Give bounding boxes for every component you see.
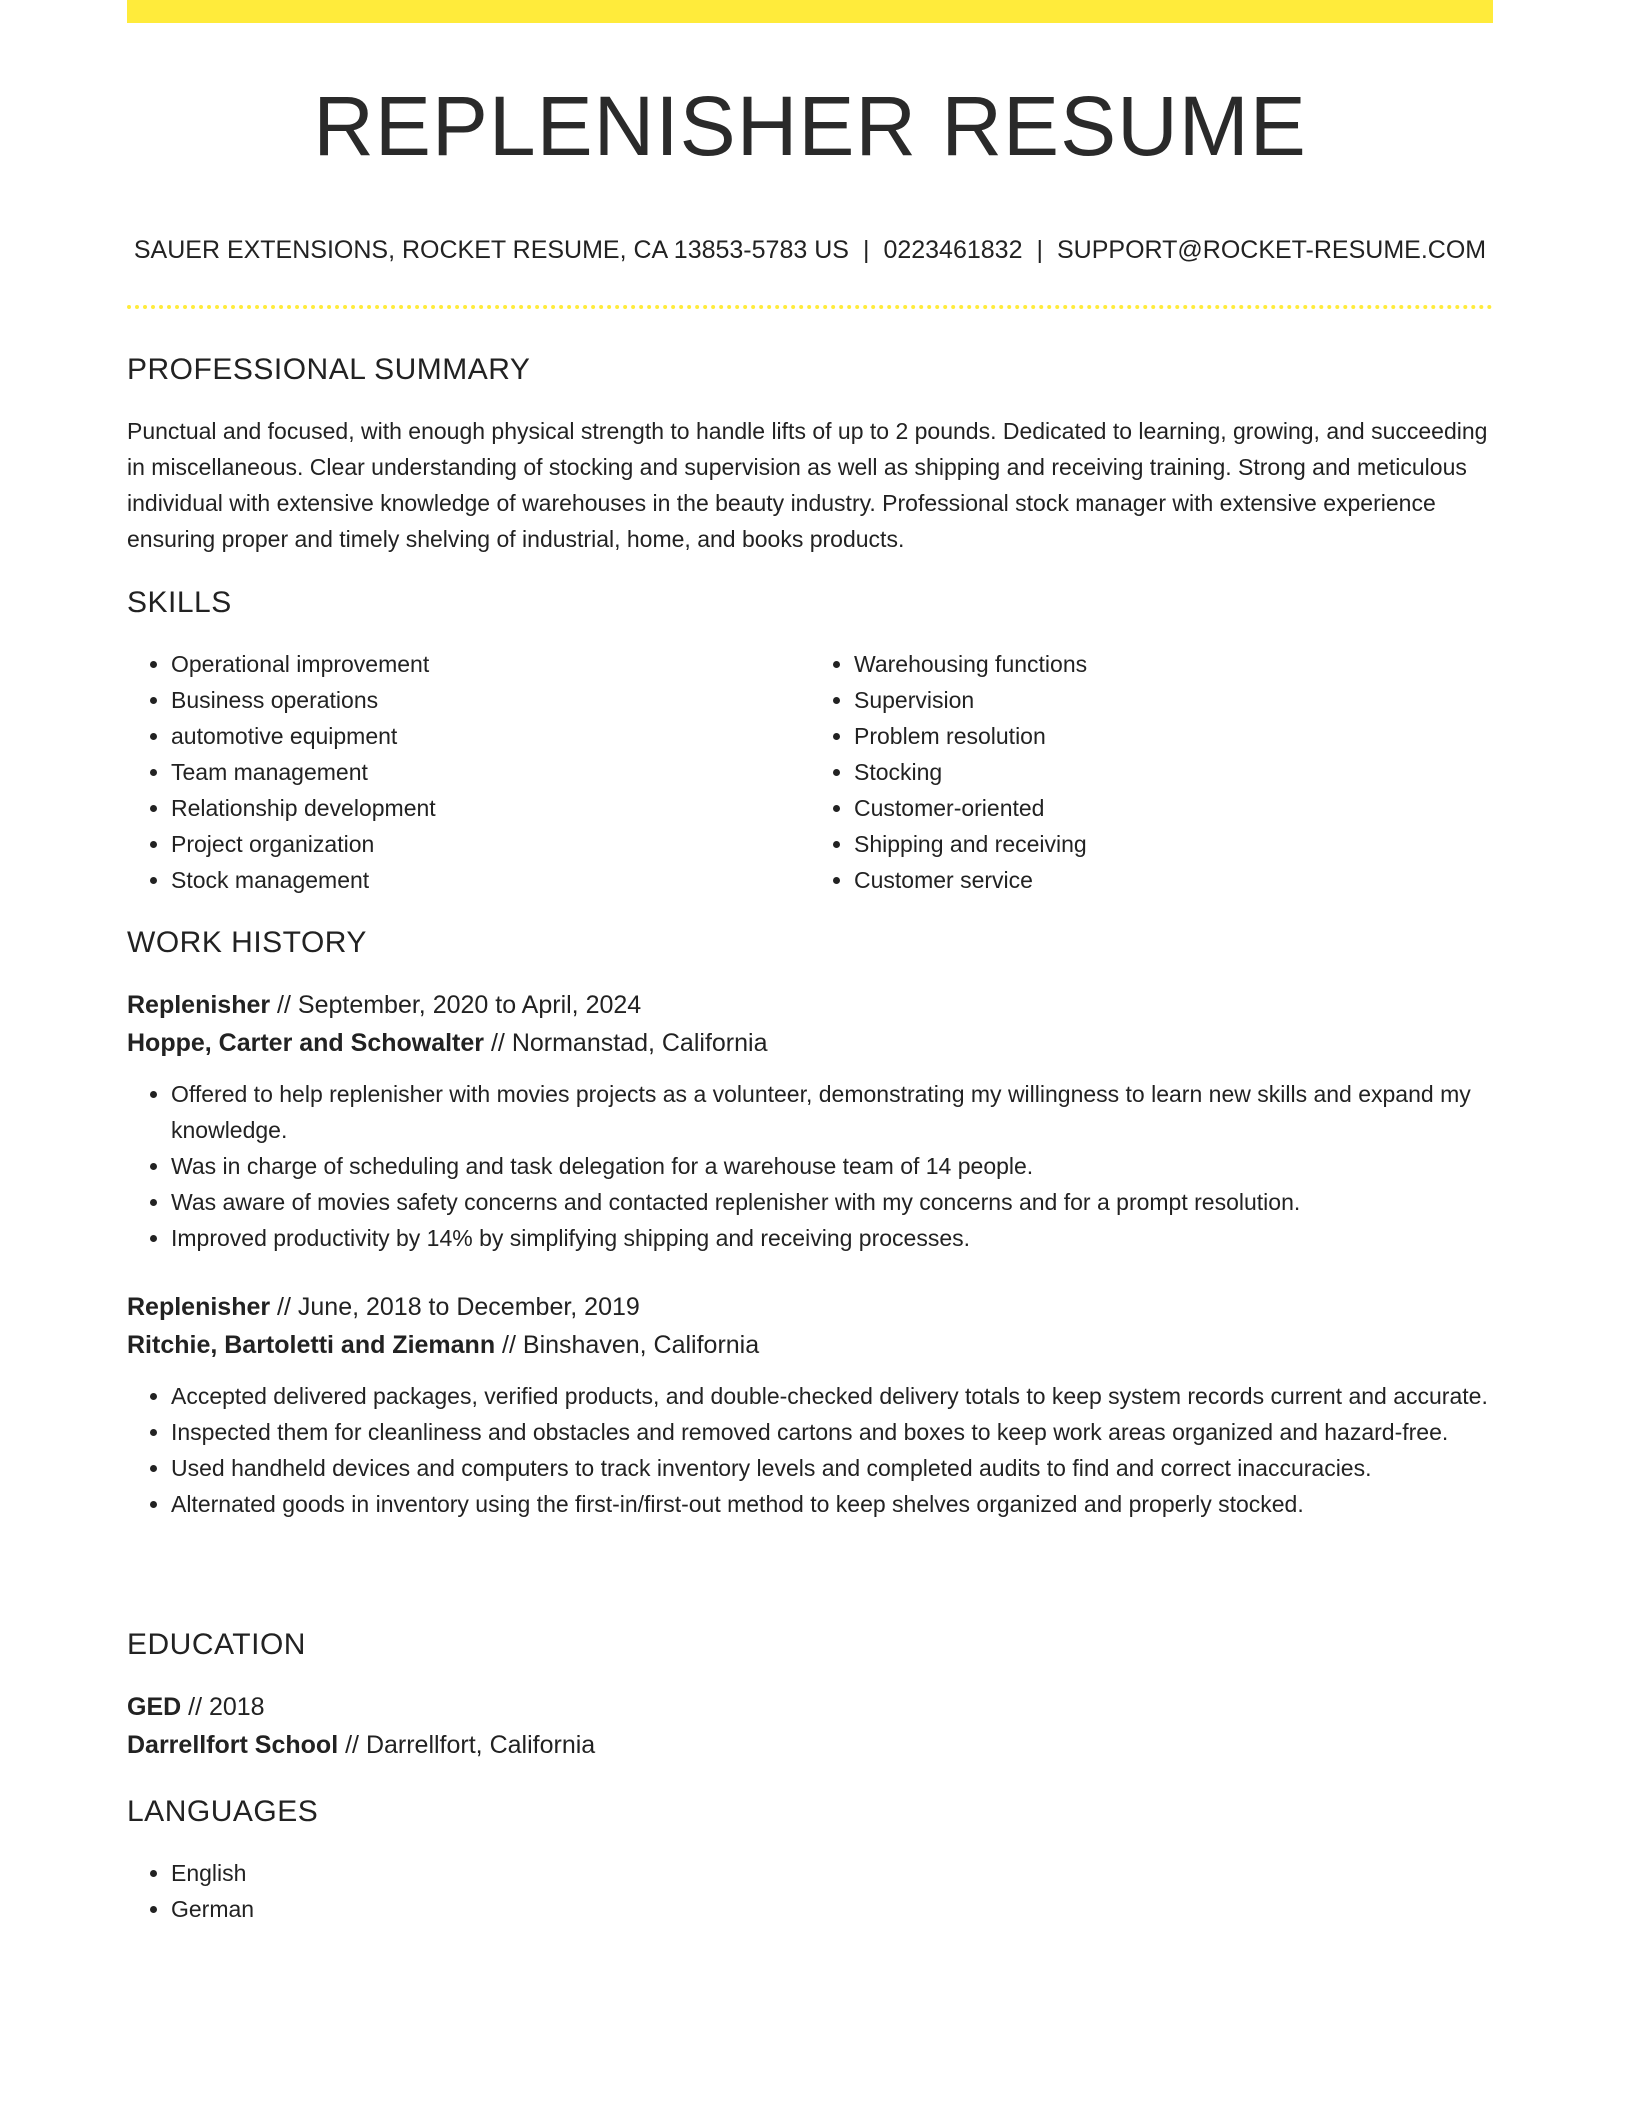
contact-separator: |: [862, 236, 870, 264]
job-bullets: [127, 1076, 1493, 1256]
languages-section: [127, 1795, 1493, 1927]
job-title-line: [127, 986, 1493, 1024]
skill-item: • Relationship development: [171, 790, 810, 826]
skills-grid: [127, 646, 1493, 898]
skill-item: • Warehousing functions: [854, 646, 1493, 682]
skill-item: • Problem resolution: [854, 718, 1493, 754]
accent-top-bar: [127, 0, 1493, 23]
education-location: // Darrellfort, California: [338, 1731, 596, 1759]
contact-phone: 0223461832: [883, 236, 1023, 264]
job-bullet: • Offered to help replenisher with movies projects as a volunteer, demonstrating my willingness to learn new skills and expand my knowledge.: [171, 1076, 1493, 1148]
skill-item: • Stocking: [854, 754, 1493, 790]
language-item: • English: [171, 1855, 1493, 1891]
skill-item: • Stock management: [171, 862, 810, 898]
skill-item: • Project organization: [171, 826, 810, 862]
education-degree-line: [127, 1688, 1493, 1726]
job-bullet: • Was in charge of scheduling and task delegation for a warehouse team of 14 people.: [171, 1148, 1493, 1184]
education-year: // 2018: [181, 1693, 265, 1721]
job-bullet: • Alternated goods in inventory using the first-in/first-out method to keep shelves organized and properly stocked.: [171, 1486, 1493, 1522]
job-dates: // September, 2020 to April, 2024: [270, 991, 642, 1019]
languages-list: [127, 1855, 1493, 1927]
skills-section: [127, 586, 1493, 898]
contact-line: [127, 236, 1493, 265]
job-title: Replenisher: [127, 1293, 271, 1321]
skill-item: • automotive equipment: [171, 718, 810, 754]
education-school-line: [127, 1726, 1493, 1764]
skill-item: • Business operations: [171, 682, 810, 718]
job-bullet: • Improved productivity by 14% by simplifying shipping and receiving processes.: [171, 1220, 1493, 1256]
skill-item: • Customer-oriented: [854, 790, 1493, 826]
education-heading: EDUCATION: [127, 1628, 306, 1661]
work-history-heading: WORK HISTORY: [127, 926, 367, 959]
job-title-line: [127, 1288, 1493, 1326]
job-location: // Binshaven, California: [495, 1331, 760, 1359]
summary-text: Punctual and focused, with enough physical strength to handle lifts of up to 2 pounds. Dedicated to learning, growing, and succeeding in miscellaneous. Clear understanding of stocking and supervision as well as shipping and receiving training. Strong and meticulous individual with extensive knowledge of warehouses in the beauty industry. Professional stock manager with extensive experience ensuring proper and timely shelving of industrial, home, and books products.: [127, 418, 1488, 552]
contact-address: SAUER EXTENSIONS, ROCKET RESUME, CA 13853-5783 US: [133, 236, 849, 264]
job-entry: [127, 986, 1493, 1256]
work-history-section: [127, 926, 1493, 1522]
job-bullets: [127, 1378, 1493, 1522]
skills-heading: SKILLS: [127, 586, 232, 619]
job-bullet: • Used handheld devices and computers to track inventory levels and completed audits to find and correct inaccuracies.: [171, 1450, 1493, 1486]
education-entry: [127, 1688, 1493, 1764]
job-bullet: • Accepted delivered packages, verified products, and double-checked delivery totals to keep system records current and accurate.: [171, 1378, 1493, 1414]
skills-list-right: [810, 646, 1493, 898]
job-company-line: [127, 1326, 1493, 1364]
job-bullet: • Inspected them for cleanliness and obstacles and removed cartons and boxes to keep work areas organized and hazard-free.: [171, 1414, 1493, 1450]
skill-item: • Operational improvement: [171, 646, 810, 682]
summary-section: [127, 353, 1493, 557]
dotted-divider: [127, 305, 1493, 309]
resume-title: REPLENISHER RESUME: [313, 79, 1307, 173]
job-title: Replenisher: [127, 991, 271, 1019]
job-company: Hoppe, Carter and Schowalter: [127, 1029, 485, 1057]
education-school: Darrellfort School: [127, 1731, 339, 1759]
skill-item: • Supervision: [854, 682, 1493, 718]
job-dates: // June, 2018 to December, 2019: [270, 1293, 640, 1321]
skill-item: • Customer service: [854, 862, 1493, 898]
job-location: // Normanstad, California: [484, 1029, 768, 1057]
languages-heading: LANGUAGES: [127, 1795, 319, 1828]
job-company: Ritchie, Bartoletti and Ziemann: [127, 1331, 496, 1359]
skills-list-left: [127, 646, 810, 898]
education-section: [127, 1628, 1493, 1764]
language-item: • German: [171, 1891, 1493, 1927]
skill-item: • Shipping and receiving: [854, 826, 1493, 862]
job-entry: [127, 1288, 1493, 1522]
job-bullet: • Was aware of movies safety concerns and contacted replenisher with my concerns and for a prompt resolution.: [171, 1184, 1493, 1220]
contact-separator: |: [1036, 236, 1043, 264]
contact-email: SUPPORT@ROCKET-RESUME.COM: [1056, 236, 1487, 264]
job-company-line: [127, 1024, 1493, 1062]
summary-heading: PROFESSIONAL SUMMARY: [127, 353, 531, 386]
skill-item: • Team management: [171, 754, 810, 790]
education-degree: GED: [127, 1693, 182, 1721]
